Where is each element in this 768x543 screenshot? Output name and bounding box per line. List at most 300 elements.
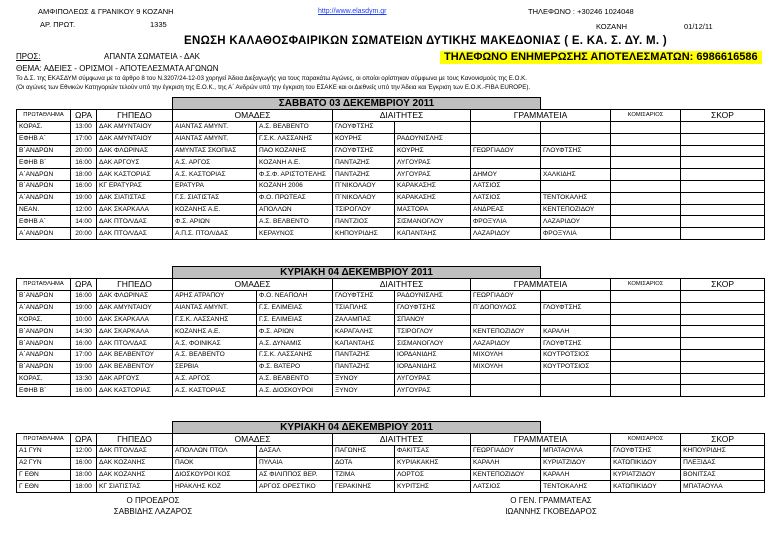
col-header-court: ΓΗΠΕΔΟ xyxy=(97,279,173,291)
match-cell xyxy=(541,291,611,303)
match-cell: Α΄ΑΝΔΡΩΝ xyxy=(17,169,71,181)
match-cell: ΚΟΥΡΗΣ xyxy=(333,133,395,145)
match-cell: Π΄ΝΙΚΟΛΑΟΥ xyxy=(333,180,395,192)
match-cell xyxy=(471,122,541,134)
match-cell: Α΄ΑΝΔΡΩΝ xyxy=(17,228,71,240)
match-cell: ΠΥΛΑΙΑ xyxy=(257,457,333,469)
column-header-row xyxy=(17,434,765,446)
match-cell xyxy=(611,349,681,361)
match-row xyxy=(17,145,765,157)
match-cell: ΠΑΝΤΖΙΟΣ xyxy=(333,216,395,228)
match-cell: ΤΕΝΤΟΚΑΛΗΣ xyxy=(541,481,611,493)
legal-note-line-1: Το Δ.Σ. της ΕΚΑΣΔΥΜ σύμφωνα με τα άρθρο 8 του Ν.3207/24-12-03 χορηγεί Άδεια Διεξαγωγής για τους παρακάτω Αγώνες, οι οποίοι ορίστηκαν σύμφωνα με τους Κανονισμούς της Ε.Ο.Κ. xyxy=(16,75,528,82)
match-cell: ΕΡΑΤΥΡΑ xyxy=(173,180,257,192)
match-cell: 16:00 xyxy=(71,180,97,192)
match-cell xyxy=(681,314,765,326)
match-row xyxy=(17,469,765,481)
match-cell: ΠΛΕΞΙΔΑΣ xyxy=(681,457,765,469)
match-cell: Α.Σ. ΒΕΛΒΕΝΤΟ xyxy=(257,216,333,228)
match-cell: ΑΡΓΟΣ ΟΡΕΣΤΙΚΟ xyxy=(257,481,333,493)
match-cell: ΕΦΗΒ Β΄ xyxy=(17,157,71,169)
match-cell: Α.Σ. ΒΕΛΒΕΝΤΟ xyxy=(257,122,333,134)
match-cell: ΓΛΟΥΦΤΣΗΣ xyxy=(611,446,681,458)
match-cell xyxy=(541,180,611,192)
match-cell: ΤΣΙΡΟΓΛΟΥ xyxy=(333,204,395,216)
match-cell: Α.Σ. ΚΑΣΤΟΡΙΑΣ xyxy=(173,385,257,397)
secretary-name: ΙΩΑΝΝΗΣ ΓΚΟΒΕΔΑΡΟΣ xyxy=(505,507,597,516)
match-cell: ΚΟΥΤΡΟΤΣΙΟΣ xyxy=(541,349,611,361)
schedule-table-2 xyxy=(16,266,765,397)
legal-note-line-2: (Οι αγώνες των Εθνικών Κατηγοριών τελούν υπό την έγκριση της Ε.Ο.Κ., της Α΄ Ανδρών υπό την έγκριση του ΕΣΑΚΕ και οι Διεθνείς υπό την Άδεια και Έγκριση των Ε.Ο.Κ.-FIBA EUROPE). xyxy=(16,84,531,91)
match-cell: Φ.Σ.Φ. ΑΡΙΣΤΟΤΕΛΗΣ xyxy=(257,169,333,181)
match-cell: ΚΕΝΤΕΠΟΖΙΔΟΥ xyxy=(541,204,611,216)
match-cell xyxy=(681,192,765,204)
match-cell: ΚΑΠΑΝΤΑΗΣ xyxy=(333,338,395,350)
match-row xyxy=(17,216,765,228)
match-cell: 18:00 xyxy=(71,169,97,181)
match-cell xyxy=(611,361,681,373)
match-cell: ΚΑΡΑΚΑΣΗΣ xyxy=(395,192,471,204)
subject-line: ΘΕΜΑ: ΑΔΕΙΕΣ - ΟΡΙΣΜΟΙ - ΑΠΟΤΕΛΕΣΜΑΤΑ ΑΓΩΝΩΝ xyxy=(16,64,219,73)
match-cell: ΔΑΚ ΣΚΑΡΚΑΛΑ xyxy=(97,314,173,326)
match-cell xyxy=(611,157,681,169)
match-cell: 18:00 xyxy=(71,469,97,481)
match-cell: ΔΑΚ ΚΑΣΤΟΡΙΑΣ xyxy=(97,385,173,397)
section-title: ΣΑΒΒΑΤΟ 03 ΔΕΚΕΜΒΡΙΟΥ 2011 xyxy=(173,98,541,110)
match-cell: ΦΡΟΞΥΛΙΑ xyxy=(471,216,541,228)
match-cell: ΑΡΗΣ ΑΤΡΑΠΟΥ xyxy=(173,291,257,303)
match-row xyxy=(17,180,765,192)
match-cell: ΝΕΑΝ. xyxy=(17,204,71,216)
match-cell: Γ.Σ.Κ. ΛΑΣΣΑΝΗΣ xyxy=(173,314,257,326)
match-cell: ΛΥΓΟΥΡΑΣ xyxy=(395,385,471,397)
match-cell: ΕΦΗΒ Β΄ xyxy=(17,385,71,397)
match-cell: ΔΑΚ ΦΛΩΡΙΝΑΣ xyxy=(97,291,173,303)
match-cell: 18:00 xyxy=(71,481,97,493)
match-cell: 16:00 xyxy=(71,291,97,303)
secretary-title: Ο ΓΕΝ. ΓΡΑΜΜΑΤΕΑΣ xyxy=(510,496,592,505)
col-header-championship: ΠΡΩΤΑΘΛΗΜΑ xyxy=(17,110,71,122)
match-cell xyxy=(611,385,681,397)
col-header-time: ΩΡΑ xyxy=(71,110,97,122)
match-cell: ΔΑΚ ΑΜΥΝΤΑΙΟΥ xyxy=(97,122,173,134)
match-cell: ΛΥΓΟΥΡΑΣ xyxy=(395,373,471,385)
match-row xyxy=(17,457,765,469)
col-header-commissioner: ΚΟΜΙΣΑΡΙΟΣ xyxy=(611,110,681,122)
match-cell: Α1 ΓΥΝ xyxy=(17,446,71,458)
match-cell: ΔΑΚ ΦΛΩΡΙΝΑΣ xyxy=(97,145,173,157)
match-row xyxy=(17,338,765,350)
match-cell: Γ.Σ. ΣΙΑΤΙΣΤΑΣ xyxy=(173,192,257,204)
match-cell: Α.Σ. ΔΥΝΑΜΙΣ xyxy=(257,338,333,350)
match-cell: ΠΑΟ ΚΟΖΑΝΗΣ xyxy=(257,145,333,157)
match-cell xyxy=(681,216,765,228)
match-cell xyxy=(541,122,611,134)
match-cell: ΚΑΡΑΛΗ xyxy=(541,326,611,338)
match-cell: 16:00 xyxy=(71,157,97,169)
match-cell: 16:00 xyxy=(71,457,97,469)
match-cell: Γ ΕΘΝ xyxy=(17,481,71,493)
match-cell: 16:00 xyxy=(71,385,97,397)
match-cell: ΓΛΟΥΦΤΣΗΣ xyxy=(333,145,395,157)
match-cell: Γ.Σ. ΕΛΙΜΕΙΑΣ xyxy=(257,314,333,326)
match-cell: ΛΑΤΣΙΟΣ xyxy=(471,180,541,192)
match-cell: Β΄ΑΝΔΡΩΝ xyxy=(17,145,71,157)
match-cell: ΜΑΣΤΟΡΑ xyxy=(395,204,471,216)
match-cell: ΓΕΩΡΓΙΑΔΟΥ xyxy=(471,446,541,458)
match-cell xyxy=(471,133,541,145)
match-cell: Α΄ΑΝΔΡΩΝ xyxy=(17,302,71,314)
match-cell: Γ.Σ. ΕΛΙΜΕΙΑΣ xyxy=(257,302,333,314)
header-date: 01/12/11 xyxy=(684,22,713,31)
match-cell: Α.Σ. ΒΕΛΒΕΝΤΟ xyxy=(257,373,333,385)
match-cell: Π΄ΔΟΠΟΥΛΟΣ xyxy=(471,302,541,314)
president-name: ΣΑΒΒΙΔΗΣ ΛΑΖΑΡΟΣ xyxy=(113,507,193,516)
match-cell: ΛΥΓΟΥΡΑΣ xyxy=(395,169,471,181)
col-header-score: ΣΚΟΡ xyxy=(681,279,765,291)
match-cell: ΛΑΤΣΙΟΣ xyxy=(471,192,541,204)
match-cell: 20:00 xyxy=(71,145,97,157)
match-cell: ΔΑΚ ΒΕΛΒΕΝΤΟΥ xyxy=(97,349,173,361)
match-cell: ΑΠΟΛΛΩΝ ΠΤΟΛ xyxy=(173,446,257,458)
match-row xyxy=(17,157,765,169)
match-cell: ΔΑΚ ΠΤΟΛ/ΔΑΣ xyxy=(97,216,173,228)
match-cell: ΚΟΖΑΝΗΣ Α.Ε. xyxy=(173,326,257,338)
match-cell: 20:00 xyxy=(71,228,97,240)
match-cell xyxy=(611,314,681,326)
match-cell: ΓΛΟΥΦΤΣΗΣ xyxy=(541,145,611,157)
col-header-secretariat: ΓΡΑΜΜΑΤΕΙΑ xyxy=(471,110,611,122)
match-cell: Α.Σ. ΚΑΣΤΟΡΙΑΣ xyxy=(173,169,257,181)
match-cell: ΑΙΑΝΤΑΣ ΑΜΥΝΤ. xyxy=(173,302,257,314)
match-cell: ΣΙΣΜΑΝΟΓΛΟΥ xyxy=(395,338,471,350)
match-row xyxy=(17,228,765,240)
match-cell: Α.Σ. ΦΟΙΝΙΚΑΣ xyxy=(173,338,257,350)
match-cell xyxy=(681,204,765,216)
column-header-row xyxy=(17,279,765,291)
match-cell xyxy=(681,145,765,157)
match-cell: ΔΑΚ ΠΤΟΛ/ΔΑΣ xyxy=(97,338,173,350)
match-cell: ΠΑΟΚ xyxy=(173,457,257,469)
col-header-court: ΓΗΠΕΔΟ xyxy=(97,110,173,122)
match-cell: ΚΗΠΟΥΡΙΔΗΣ xyxy=(333,228,395,240)
match-cell: 17:00 xyxy=(71,133,97,145)
col-header-score: ΣΚΟΡ xyxy=(681,110,765,122)
match-cell: ΑΙΑΝΤΑΣ ΑΜΥΝΤ. xyxy=(173,122,257,134)
section-title-row xyxy=(17,422,765,434)
match-cell xyxy=(611,302,681,314)
match-cell xyxy=(681,291,765,303)
match-cell: ΑΜΥΝΤΑΣ ΣΚΟΠΙΑΣ xyxy=(173,145,257,157)
col-header-time: ΩΡΑ xyxy=(71,434,97,446)
match-cell: ΣΕΡΒΙΑ xyxy=(173,361,257,373)
col-header-referees: ΔΙΑΙΤΗΤΕΣ xyxy=(333,110,471,122)
match-cell: ΑΝΔΡΕΑΣ xyxy=(471,204,541,216)
match-cell: ΚΟΡΑΣ. xyxy=(17,314,71,326)
match-cell: 12:00 xyxy=(71,204,97,216)
match-cell: ΚΟΖΑΝΗ Α.Ε. xyxy=(257,157,333,169)
match-cell: ΓΛΟΥΦΤΣΗΣ xyxy=(333,122,395,134)
match-cell xyxy=(611,228,681,240)
schedule-table-3 xyxy=(16,421,765,493)
match-cell: ΔΑΚ ΑΜΥΝΤΑΙΟΥ xyxy=(97,133,173,145)
match-cell: ΠΑΝΤΑΖΗΣ xyxy=(333,169,395,181)
section-title: ΚΥΡΙΑΚΗ 04 ΔΕΚΕΜΒΡΙΟΥ 2011 xyxy=(173,422,541,434)
association-address: ΑΜΦΙΠΟΛΕΩΣ & ΓΡΑΝΙΚΟΥ 9 ΚΟΖΑΝΗ xyxy=(38,7,174,16)
match-cell xyxy=(681,180,765,192)
match-cell: ΑΠΟΛΛΩΝ xyxy=(257,204,333,216)
col-header-secretariat: ΓΡΑΜΜΑΤΕΙΑ xyxy=(471,434,611,446)
match-cell: ΣΙΣΜΑΝΟΓΛΟΥ xyxy=(395,216,471,228)
document-title: ΕΝΩΣΗ ΚΑΛΑΘΟΣΦΑΙΡΙΚΩΝ ΣΩΜΑΤΕΙΩΝ ΔΥΤΙΚΗΣ ΜΑΚΕΔΟΝΙΑΣ ( Ε. ΚΑ. Σ. ΔΥ. Μ. ) xyxy=(184,35,667,47)
match-cell xyxy=(611,216,681,228)
match-cell: ΓΛΟΥΦΤΣΗΣ xyxy=(395,302,471,314)
match-cell xyxy=(681,385,765,397)
match-cell: ΚΓ ΕΡΑΤΥΡΑΣ xyxy=(97,180,173,192)
match-cell: ΚΥΡΙΤΣΗΣ xyxy=(395,481,471,493)
match-cell: ΚΟΥΤΡΟΤΣΙΟΣ xyxy=(541,361,611,373)
col-header-score: ΣΚΟΡ xyxy=(681,434,765,446)
match-cell xyxy=(611,145,681,157)
protocol-label: ΑΡ. ΠΡΩΤ. xyxy=(40,20,76,29)
match-cell: Α.Σ. ΑΡΓΟΣ xyxy=(173,373,257,385)
match-cell: ΚΟΖΑΝΗ 2006 xyxy=(257,180,333,192)
match-cell xyxy=(611,338,681,350)
match-cell xyxy=(611,133,681,145)
match-cell: ΔΑΚ ΚΑΣΤΟΡΙΑΣ xyxy=(97,169,173,181)
col-header-secretariat: ΓΡΑΜΜΑΤΕΙΑ xyxy=(471,279,611,291)
match-cell xyxy=(541,373,611,385)
match-cell: ΔΑΚ ΑΜΥΝΤΑΙΟΥ xyxy=(97,302,173,314)
match-cell xyxy=(611,291,681,303)
match-cell: Α΄ΑΝΔΡΩΝ xyxy=(17,192,71,204)
match-row xyxy=(17,302,765,314)
match-cell: 19:00 xyxy=(71,302,97,314)
header-phone: ΤΗΛΕΦΩΝΟ : +30246 1024048 xyxy=(528,7,634,16)
col-header-commissioner: ΚΟΜΙΣΑΡΙΟΣ xyxy=(611,279,681,291)
match-cell: ΔΑΚ ΣΚΑΡΚΑΛΑ xyxy=(97,326,173,338)
match-cell: ΤΕΝΤΟΚΑΛΗΣ xyxy=(541,192,611,204)
match-cell: ΚΗΠΟΥΡΙΔΗΣ xyxy=(681,446,765,458)
section-title-row xyxy=(17,267,765,279)
match-cell: ΚΥΡΙΑΤΖΙΔΟΥ xyxy=(541,457,611,469)
match-cell xyxy=(681,122,765,134)
match-cell: ΓΕΩΡΓΙΑΔΟΥ xyxy=(471,145,541,157)
schedule-table-1 xyxy=(16,97,765,240)
match-cell: ΣΠΑΝΟΥ xyxy=(395,314,471,326)
website-link[interactable]: http://www.elasdym.gr xyxy=(318,8,387,15)
match-cell: ΔΑΚ ΒΕΛΒΕΝΤΟΥ xyxy=(97,361,173,373)
match-cell: ΙΟΡΔΑΝΙΔΗΣ xyxy=(395,349,471,361)
match-row xyxy=(17,446,765,458)
match-cell: ΦΑΚΙΤΣΑΣ xyxy=(395,446,471,458)
match-cell xyxy=(611,204,681,216)
match-cell xyxy=(541,385,611,397)
match-cell: ΛΑΤΣΙΟΣ xyxy=(471,481,541,493)
match-cell: ΜΙΧΟΥΛΗ xyxy=(471,349,541,361)
match-row xyxy=(17,169,765,181)
col-header-championship: ΠΡΩΤΑΘΛΗΜΑ xyxy=(17,434,71,446)
match-cell: ΚΓ ΣΙΑΤΙΣΤΑΣ xyxy=(97,481,173,493)
match-row xyxy=(17,349,765,361)
match-cell: ΕΦΗΒ Α΄ xyxy=(17,216,71,228)
match-cell: ΚΑΤΩΠΙΚΙΔΟΥ xyxy=(611,481,681,493)
match-row xyxy=(17,385,765,397)
match-cell xyxy=(681,361,765,373)
match-cell: Γ ΕΘΝ xyxy=(17,469,71,481)
match-cell: Α.Σ. ΑΡΓΟΣ xyxy=(173,157,257,169)
match-cell: ΚΟΡΑΣ. xyxy=(17,373,71,385)
match-row xyxy=(17,133,765,145)
match-row xyxy=(17,326,765,338)
match-cell: ΚΟΖΑΝΗΣ Α.Ε. xyxy=(173,204,257,216)
match-cell: ΠΑΝΤΑΖΗΣ xyxy=(333,361,395,373)
match-cell xyxy=(611,192,681,204)
match-cell: ΡΑΔΟΥΝΙΣΛΗΣ xyxy=(395,291,471,303)
match-cell: Α2 ΓΥΝ xyxy=(17,457,71,469)
section-title-row xyxy=(17,98,765,110)
match-cell: ΔΑΚ ΚΟΖΑΝΗΣ xyxy=(97,469,173,481)
match-cell: ΛΥΓΟΥΡΑΣ xyxy=(395,157,471,169)
match-row xyxy=(17,122,765,134)
match-cell: Β΄ΑΝΔΡΩΝ xyxy=(17,180,71,192)
match-cell: 10:00 xyxy=(71,314,97,326)
match-cell: Φ.Σ. ΒΑΤΕΡΟ xyxy=(257,361,333,373)
match-cell: ΚΑΡΑΚΑΣΗΣ xyxy=(395,180,471,192)
president-title: Ο ΠΡΟΕΔΡΟΣ xyxy=(126,496,180,505)
match-cell: ΤΖΙΜΑ xyxy=(333,469,395,481)
match-cell: ΓΛΟΥΦΤΣΗΣ xyxy=(541,338,611,350)
match-cell: ΛΑΖΑΡΙΔΟΥ xyxy=(471,338,541,350)
match-cell xyxy=(611,326,681,338)
match-cell: 17:00 xyxy=(71,349,97,361)
match-cell: ΧΑΛΚΙΔΗΣ xyxy=(541,169,611,181)
match-cell: Γ.Σ.Κ. ΛΑΣΣΑΝΗΣ xyxy=(257,133,333,145)
match-cell: ΚΑΡΑΓΑΛΗΣ xyxy=(333,326,395,338)
match-cell: ΚΑΤΩΠΙΚΙΔΟΥ xyxy=(611,457,681,469)
match-cell: ΛΟΡΤΟΣ xyxy=(395,469,471,481)
match-cell: Φ.Ο. ΠΡΩΤΕΑΣ xyxy=(257,192,333,204)
match-cell: Π΄ΝΙΚΟΛΑΟΥ xyxy=(333,192,395,204)
col-header-referees: ΔΙΑΙΤΗΤΕΣ xyxy=(333,434,471,446)
match-cell: ΜΠΑΤΑΟΥΛΑ xyxy=(541,446,611,458)
match-cell: 14:00 xyxy=(71,216,97,228)
match-cell: ΔΟΤΑ xyxy=(333,457,395,469)
match-cell: ΚΕΝΤΕΠΟΖΙΔΟΥ xyxy=(471,326,541,338)
match-cell: 12:00 xyxy=(71,446,97,458)
match-cell xyxy=(471,157,541,169)
match-cell: ΚΟΥΡΗΣ xyxy=(395,145,471,157)
column-header-row xyxy=(17,110,765,122)
match-row xyxy=(17,192,765,204)
col-header-teams: ΟΜΑΔΕΣ xyxy=(173,110,333,122)
match-cell: Φ.Σ. ΑΡΙΩΝ xyxy=(257,326,333,338)
match-cell xyxy=(681,169,765,181)
match-cell xyxy=(681,157,765,169)
match-cell: ΔΑΚ ΠΤΟΛ/ΔΑΣ xyxy=(97,228,173,240)
match-cell xyxy=(681,373,765,385)
match-cell: ΚΑΡΑΛΗ xyxy=(541,469,611,481)
match-cell: ΗΡΑΚΛΗΣ ΚΟΖ xyxy=(173,481,257,493)
match-cell xyxy=(471,373,541,385)
match-cell: ΚΥΡΙΑΤΖΙΔΟΥ xyxy=(611,469,681,481)
match-cell: ΚΟΡΑΣ. xyxy=(17,122,71,134)
match-cell: ΔΑΚ ΠΤΟΛ/ΔΑΣ xyxy=(97,446,173,458)
match-cell: 13:30 xyxy=(71,373,97,385)
match-cell: ΠΑΓΩΝΗΣ xyxy=(333,446,395,458)
match-cell: ΖΑΛΑΜΠΑΣ xyxy=(333,314,395,326)
match-cell xyxy=(541,314,611,326)
match-cell xyxy=(395,122,471,134)
match-cell: ΠΑΝΤΑΖΗΣ xyxy=(333,349,395,361)
match-cell: ΚΑΡΑΛΗ xyxy=(471,457,541,469)
match-cell: ΜΙΧΟΥΛΗ xyxy=(471,361,541,373)
col-header-referees: ΔΙΑΙΤΗΤΕΣ xyxy=(333,279,471,291)
match-cell xyxy=(611,180,681,192)
col-header-teams: ΟΜΑΔΕΣ xyxy=(173,279,333,291)
match-cell: ΚΥΡΙΑΚΑΚΗΣ xyxy=(395,457,471,469)
match-cell: ΔΑΣΑΛ xyxy=(257,446,333,458)
match-cell: ΔΑΚ ΣΚΑΡΚΑΛΑ xyxy=(97,204,173,216)
match-cell: ΞΥΝΟΥ xyxy=(333,385,395,397)
match-cell: Φ.Ο. ΝΕΑΠΟΛΗ xyxy=(257,291,333,303)
match-cell xyxy=(681,326,765,338)
match-cell: Α΄ΑΝΔΡΩΝ xyxy=(17,349,71,361)
match-cell: 19:00 xyxy=(71,361,97,373)
match-cell: ΓΕΩΡΓΙΑΔΟΥ xyxy=(471,291,541,303)
match-cell: ΔΑΚ ΑΡΓΟΥΣ xyxy=(97,157,173,169)
match-cell xyxy=(611,169,681,181)
to-value: ΑΠΑΝΤΑ ΣΩΜΑΤΕΙΑ - ΔΑΚ xyxy=(104,52,200,61)
match-cell: ΑΣ ΦΙΛΙΠΠΟΣ ΒΕΡ. xyxy=(257,469,333,481)
match-cell: ΔΑΚ ΑΡΓΟΥΣ xyxy=(97,373,173,385)
col-header-commissioner: ΚΟΜΙΣΑΡΙΟΣ xyxy=(611,434,681,446)
match-cell: Β΄ΑΝΔΡΩΝ xyxy=(17,338,71,350)
match-cell: ΕΦΗΒ Α΄ xyxy=(17,133,71,145)
match-cell xyxy=(681,302,765,314)
match-cell xyxy=(681,349,765,361)
match-cell xyxy=(611,373,681,385)
match-row xyxy=(17,291,765,303)
match-cell: ΛΑΖΑΡΙΔΟΥ xyxy=(471,228,541,240)
match-cell: 14:30 xyxy=(71,326,97,338)
match-cell: Φ.Σ. ΑΡΙΩΝ xyxy=(173,216,257,228)
match-cell: Γ.Σ.Κ. ΛΑΣΣΑΝΗΣ xyxy=(257,349,333,361)
col-header-court: ΓΗΠΕΔΟ xyxy=(97,434,173,446)
match-cell: ΤΣΙΑΠΛΗΣ xyxy=(333,302,395,314)
match-cell: ΚΕΝΤΕΠΟΖΙΔΟΥ xyxy=(471,469,541,481)
match-cell: ΞΥΝΟΥ xyxy=(333,373,395,385)
match-cell: Α.Σ. ΔΙΟΣΚΟΥΡΟΙ xyxy=(257,385,333,397)
match-cell: ΓΕΡΑΚΙΝΗΣ xyxy=(333,481,395,493)
match-cell: ΚΕΡΑΥΝΟΣ xyxy=(257,228,333,240)
match-cell: ΓΛΟΥΦΤΣΗΣ xyxy=(541,302,611,314)
match-cell: ΑΙΑΝΤΑΣ ΑΜΥΝΤ. xyxy=(173,133,257,145)
match-cell xyxy=(681,228,765,240)
match-cell: ΓΛΟΥΦΤΣΗΣ xyxy=(333,291,395,303)
match-cell: ΒΟΝΙΤΣΑΣ xyxy=(681,469,765,481)
results-phone-banner: ΤΗΛΕΦΩΝΟ ΕΝΗΜΕΡΩΣΗΣ ΑΠΟΤΕΛΕΣΜΑΤΩΝ: 6986616586 xyxy=(440,51,762,64)
match-row xyxy=(17,373,765,385)
match-cell: Α.Π.Σ. ΠΤΟΛ/ΔΑΣ xyxy=(173,228,257,240)
match-cell: ΚΑΠΑΝΤΑΗΣ xyxy=(395,228,471,240)
match-cell xyxy=(611,122,681,134)
match-row xyxy=(17,314,765,326)
match-cell: ΔΑΚ ΚΟΖΑΝΗΣ xyxy=(97,457,173,469)
match-cell: ΔΙΟΣΚΟΥΡΟΙ ΚΟΣ xyxy=(173,469,257,481)
match-cell: ΔΑΚ ΣΙΑΤΙΣΤΑΣ xyxy=(97,192,173,204)
match-cell: ΦΡΟΞΥΛΙΑ xyxy=(541,228,611,240)
